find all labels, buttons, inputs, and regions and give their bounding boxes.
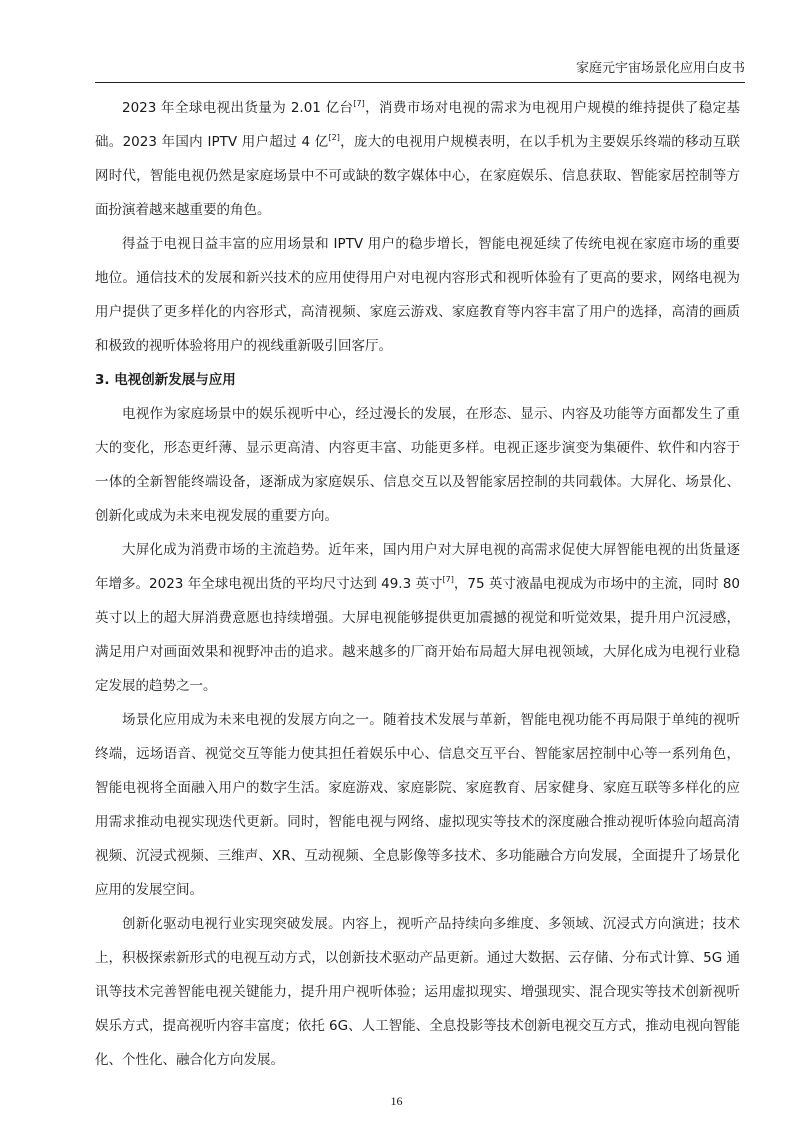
citation-ref: [2] — [328, 133, 340, 142]
paragraph-tv-innovation: 电视作为家庭场景中的娱乐视听中心，经过漫长的发展，在形态、显示、内容及功能等方面都发生了重大的变化，形态更纤薄、显示更高清、内容更丰富、功能更多样。电视正逐步演变为集硬件、软件和内容于一体的全新智能终端设备，逐渐成为家庭娱乐、信息交互以及智能家居控制的共同载体。大屏化、场景化、创新化或成为未来电视发展的重要方向。 — [95, 406, 740, 524]
paragraph-innovation-drive: 创新化驱动电视行业实现突破发展。内容上，视听产品持续向多维度、多领域、沉浸式方向演进；技术上，积极探索新形式的电视互动方式，以创新技术驱动产品更新。通过大数据、云存储、分布式计算、5G 通讯等技术完善智能电视关键能力，提升用户视听体验；运用虚拟现实、增强现实、混合现实等技术创新视听娱乐方式，提高视听内容丰富度；依托 6G、人工智能、全息投影等技术创新电视交互方式，推动电视向智能化、个性化、融合化方向发展。 — [95, 916, 740, 1068]
paragraph-tv-shipments — [95, 91, 740, 227]
paragraph-text: 大屏化成为消费市场的主流趋势。近年来，国内用户对大屏电视的高需求促使大屏智能电视的出货量逐年增多。2023 年全球电视出货的平均尺寸达到 49.3 英寸 — [95, 542, 740, 592]
paragraph-scenario-apps: 场景化应用成为未来电视的发展方向之一。随着技术发展与革新，智能电视功能不再局限于单纯的视听终端，远场语音、视觉交互等能力使其担任着娱乐中心、信息交互平台、智能家居控制中心等一系列角色，智能电视将全面融入用户的数字生活。家庭游戏、家庭影院、家庭教育、居家健身、家庭互联等多样化的应用需求推动电视实现迭代更新。同时，智能电视与网络、虚拟现实等技术的深度融合推动视听体验向超高清视频、沉浸式视频、三维声、XR、互动视频、全息影像等多技术、多功能融合方向发展，全面提升了场景化应用的发展空间。 — [95, 712, 740, 898]
citation-ref: [7] — [442, 575, 454, 584]
paragraph-text: ，消费市场对电视的需求为电视用户规模的维持提供了稳定基础。2023 年国内 IPTV 用户超过 4 亿 — [95, 100, 740, 150]
citation-ref: [7] — [353, 99, 365, 108]
page-body — [95, 91, 740, 1077]
paragraph-large-screen — [95, 533, 740, 703]
page-number: 16 — [390, 1094, 403, 1108]
header-title: 家庭元宇宙场景化应用白皮书 — [575, 61, 745, 76]
paragraph-text: ，庞大的电视用户规模表明，在以手机为主要娱乐终端的移动互联网时代，智能电视仍然是家庭场景中不可或缺的数字媒体中心，在家庭娱乐、信息获取、智能家居控制等方面扮演着越来越重要的角色。 — [95, 134, 741, 218]
section-heading: 3. 电视创新发展与应用 — [95, 372, 236, 388]
paragraph-text: ，75 英寸液晶电视成为市场中的主流，同时 80 英寸以上的超大屏消费意愿也持续增强。大屏电视能够提供更加震撼的视觉和听觉效果，提升用户沉浸感，满足用户对画面效果和视野冲击的追求。越来越多的厂商开始布局超大屏电视领域，大屏化成为电视行业稳定发展的趋势之一。 — [95, 576, 740, 694]
paragraph-text: 2023 年全球电视出货量为 2.01 亿台 — [122, 100, 354, 116]
running-header — [95, 56, 745, 83]
paragraph-smart-tv-status: 得益于电视日益丰富的应用场景和 IPTV 用户的稳步增长，智能电视延续了传统电视在家庭市场的重要地位。通信技术的发展和新兴技术的应用使得用户对电视内容形式和视听体验有了更高的要求，网络电视为用户提供了更多样化的内容形式，高清视频、家庭云游戏、家庭教育等内容丰富了用户的选择，高清的画质和极致的视听体验将用户的视线重新吸引回客厅。 — [95, 236, 740, 354]
